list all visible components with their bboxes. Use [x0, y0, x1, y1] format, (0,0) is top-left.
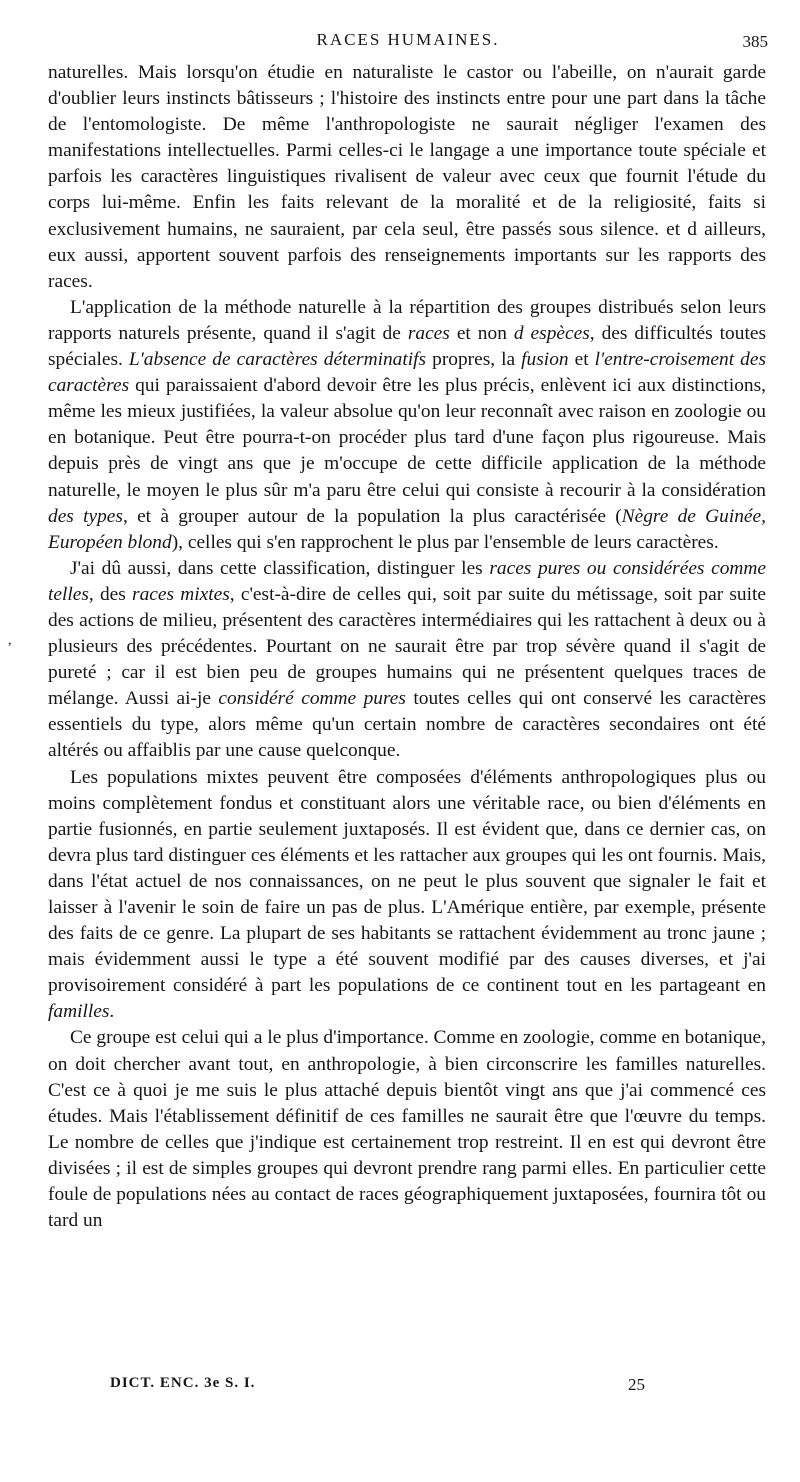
- text-run: ), celles qui s'en rapprochent le plus par l'ensemble de leurs caractères.: [171, 531, 719, 553]
- sheet-number: 25: [628, 1375, 645, 1394]
- paragraph: [48, 765, 766, 1026]
- italic-run: fusion: [521, 349, 569, 371]
- text-run: Ce groupe est celui qui a le plus d'importance. Comme en zoologie, comme en botanique, on doit chercher avant tout, en anthropologie, à bien circonscrire les familles naturelles. C'est ce à quoi je me suis le plus attaché depuis bientôt vingt ans que j'ai commencé ces études. Mais l'établissement définitif de ces familles ne saurait être que l'œuvre du temps. Le nombre de celles que j'indique est certainement trop restreint. Il en est qui devront être divisées ; il est de simples groupes qui devront prendre rang parmi elles. En particulier cette foule de populations nées au contact de races géographiquement juxtaposées, fournira tôt ou tard un: [48, 1027, 766, 1232]
- italic-run: races pures ou considérées comme telles: [48, 557, 767, 605]
- italic-run: familles: [48, 1001, 110, 1023]
- text-run: , des difficultés toutes spéciales.: [48, 322, 766, 371]
- text-run: , et à grouper autour de la population la plus caractérisée (: [122, 505, 622, 527]
- paragraph: [48, 1025, 766, 1234]
- text-run: qui paraissaient d'abord devoir être les plus précis, enlèvent ici aux distinctions, même les mieux justifiées, la valeur absolue qu'on leur reconnaît avec raison en zoologie ou en botanique. Peut être pourra-t-on procéder plus tard d'une façon plus rigoureuse. Mais depuis près de vingt ans que je m'occupe de cette difficile application de la méthode naturelle, le moyen le plus sûr m'a paru être celui qui consiste à recourir à la considération: [48, 375, 766, 501]
- paragraph: [48, 556, 766, 765]
- page-number: 385: [742, 32, 768, 51]
- italic-run: races mixtes: [132, 583, 230, 605]
- text-run: L'application de la méthode naturelle à la répartition des groupes distribués selon leurs rapports naturels présente, quand il s'agit de: [48, 296, 766, 344]
- text-run: et: [568, 349, 595, 371]
- paragraph: [48, 60, 766, 295]
- text-run: J'ai dû aussi, dans cette classification, distinguer les: [70, 557, 490, 579]
- text-run: naturelles. Mais lorsqu'on étudie en naturaliste le castor ou l'abeille, on n'aurait garde d'oublier leurs instincts bâtisseurs ; l'histoire des instincts entre pour une part dans la tâche de l'entomologiste. De même l'anthropologiste ne saurait négliger l'examen des manifestations intellectuelles. Parmi celles-ci le langage a une importance toute spéciale et parfois les caractères linguistiques rivalisent de valeur avec ceux que fournit l'étude du corps lui-même. Enfin les faits relevant de la moralité et de la religiosité, faits si exclusivement humains, ne sauraient, par cela seul, être passés sous silence. et d ailleurs, eux aussi, apportent souvent parfois des renseignements importants sur les rapports des races.: [48, 62, 766, 292]
- running-head: [48, 30, 768, 56]
- text-run: et non: [449, 322, 514, 344]
- italic-run: l'entre-croisement des caractères: [48, 349, 766, 397]
- text-run: toutes celles qui ont conservé les caractères essentiels du type, alors même qu'un certain nombre de caractères secondaires ont été altérés ou affaiblis par une cause quelconque.: [48, 688, 766, 762]
- text-run: propres, la: [426, 349, 522, 371]
- printer-signature: DICT. ENC. 3e S. I.: [110, 1375, 256, 1391]
- text-run: Les populations mixtes peuvent être composées d'éléments anthropologiques plus ou moins complètement fondus et constituant alors une véritable race, ou bien d'éléments en partie fusionnés, en partie seulement juxtaposés. Il est évident que, dans ce dernier cas, on devra plus tard distinguer ces éléments et les rattacher aux groupes qui les ont fournis. Mais, dans l'état actuel de nos connaissances, on ne peut le plus souvent que signaler le fait et laisser à l'avenir le soin de faire un pas de plus. L'Amérique entière, par exemple, présente des faits de ce genre. La plupart de ses habitants se rattachent évidemment au tronc jaune ; mais évidemment aussi le type a été souvent modifié par des causes diverses, et j'ai provisoirement considéré à part les populations de ce continent tout en les partageant en: [48, 766, 766, 997]
- text-run: , des: [88, 583, 133, 605]
- italic-run: des types: [48, 505, 123, 527]
- text-run: .: [109, 1001, 115, 1023]
- running-title: RACES HUMAINES.: [316, 30, 500, 49]
- italic-run: considéré comme pures: [218, 688, 406, 710]
- italic-run: races: [407, 322, 450, 344]
- page-footer: [48, 1375, 768, 1399]
- italic-run: L'absence de caractères déterminatifs: [128, 349, 427, 371]
- text-run: , c'est-à-dire de celles qui, soit par suite du métissage, soit par suite des actions de milieu, présentent des caractères intermédiaires qui les rattachent à deux ou à plusieurs des précédentes. Pourtant on ne saurait être par trop sévère quand il s'agit de pureté ; car il est bien peu de groupes humains qui ne présentent quelques traces de mélange. Aussi ai-je: [48, 583, 766, 710]
- italic-run: Nègre de Guinée, Européen blond: [48, 505, 766, 553]
- italic-run: d espèces: [513, 322, 590, 344]
- margin-mark: ,: [8, 633, 12, 648]
- paragraph: [48, 295, 766, 556]
- body-text: [48, 60, 766, 1234]
